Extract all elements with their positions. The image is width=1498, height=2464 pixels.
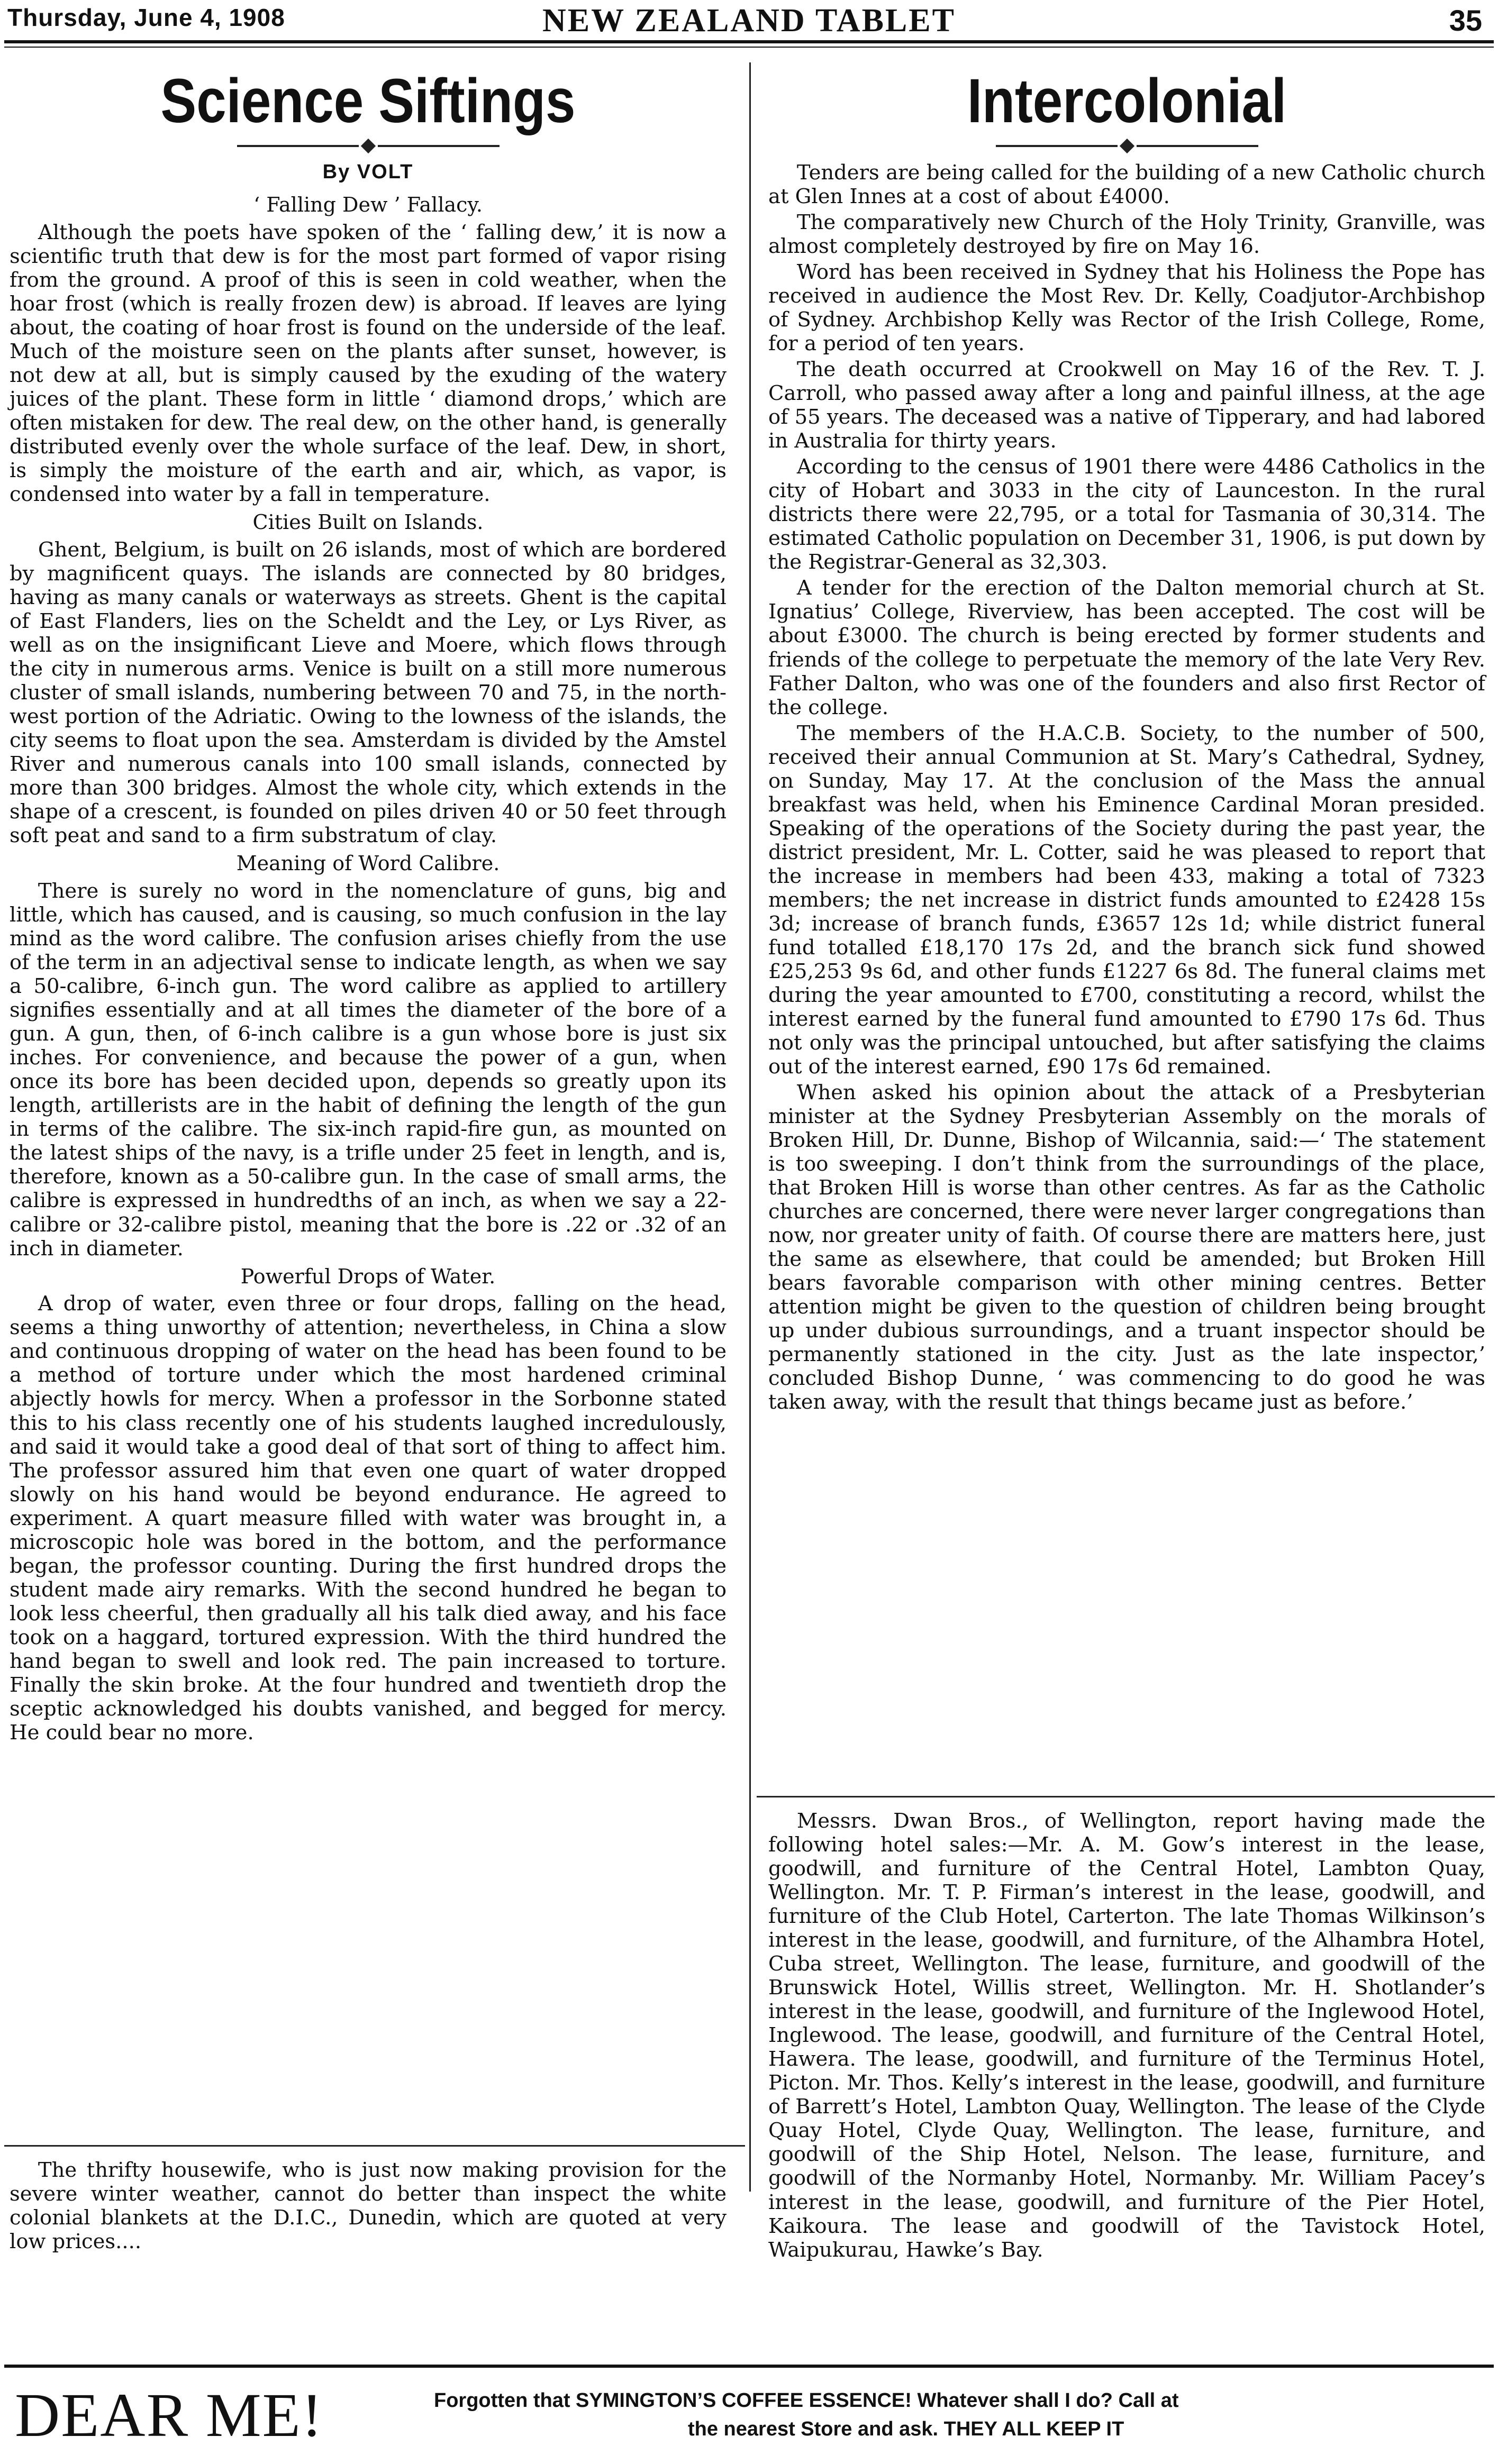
news-paragraph: The death occurred at Crookwell on May 16 of the Rev. T. J. Carroll, who passed away after a long and painful illness, at the age of 55 years. The deceased was a native of Tipperary, and had labored in Australia for thirty years. bbox=[768, 358, 1485, 453]
intercolonial-column bbox=[768, 66, 1485, 1417]
advert-rule bbox=[4, 2365, 1494, 2368]
diamond-ornament-icon bbox=[360, 139, 375, 153]
dic-notice bbox=[10, 2158, 727, 2256]
masthead-rule-thin bbox=[4, 47, 1494, 48]
news-paragraph: When asked his opinion about the attack of a Presbyterian minister at the Sydney Presbyterian Assembly on the morals of Broken Hill, Dr. Dunne, Bishop of Wilcannia, said:—‘ The statement is too sweeping. I don’t think from the surroundings of the place, that Broken Hill is worse than other centres. As far as the Catholic churches are concerned, there were never larger congregations than now, nor greater unity of faith. Of course there are matters here, just the same as elsewhere, that could be amended; but Broken Hill bears favorable comparison with other mining centres. Better attention might be given to the question of children being brought up under dubious surroundings, and a truant inspector should be permanently stationed in the city. Just as the late inspector,’ concluded Bishop Dunne, ‘ was commencing to do good he was taken away, with the result that things became just as before.’ bbox=[768, 1081, 1485, 1414]
science-siftings-column bbox=[10, 66, 727, 1747]
page-number: 35 bbox=[1449, 4, 1482, 37]
news-paragraph: Tenders are being called for the building of a new Catholic church at Glen Innes at a cost of about £4000. bbox=[768, 160, 1485, 208]
left-notice-rule bbox=[4, 2145, 745, 2147]
news-paragraph: The comparatively new Church of the Holy Trinity, Granville, was almost completely destroyed by fire on May 16. bbox=[768, 210, 1485, 258]
hotel-sales-notice bbox=[768, 1809, 1485, 2264]
article-paragraph: A drop of water, even three or four drops, falling on the head, seems a thing unworthy of attention; nevertheless, in China a slow and continuous dropping of water on the head has been found to be a method of torture under which the most hardened criminal abjectly howls for mercy. When a professor in the Sorbonne stated this to his class recently one of his students laughed incredulously, and said it would take a good deal of that sort of thing to affect him. The professor assured him that even one quart of water dropped slowly on his hand would be beyond endurance. He agreed to experiment. A quart measure filled with water was brought in, a microscopic hole was bored in the bottom, and the performance began, the professor counting. During the first hundred drops the student made airy remarks. With the second hundred he began to look less cheerful, then gradually all his talk died away, and his face took on a haggard, tortured expression. With the third hundred the hand began to swell and look red. The pain increased to torture. Finally the skin broke. At the four hundred and twentieth drop the sceptic acknowledged his doubts vanished, and begged for mercy. He could bear no more. bbox=[10, 1292, 727, 1745]
subhead-drops-of-water: Powerful Drops of Water. bbox=[240, 1264, 496, 1288]
news-paragraph: The members of the H.A.C.B. Society, to the number of 500, received their annual Communion at St. Mary’s Cathedral, Sydney, on Sunday, May 17. At the conclusion of the Mass the annual breakfast was held, when his Eminence Cardinal Moran presided. Speaking of the operations of the Society during the past year, the district president, Mr. L. Cotter, said he was pleased to report that the increase in members had been 433, making a total of 7323 members; the net increase in district funds amounted to £2428 15s 3d; increase of branch funds, £3657 12s 1d; while district funeral fund totalled £18,170 17s 2d, and the branch sick fund showed £25,253 9s 6d, and other funds £1227 6s 8d. The funeral claims met during the year amounted to £700, constituting a record, whilst the interest earned by the funeral fund amounted to £790 17s 6d. Thus not only was the principal untouched, but after satisfying the claims out of the interest earned, £90 17s 6d remained. bbox=[768, 721, 1485, 1079]
masthead bbox=[0, 0, 1498, 42]
ornament-divider bbox=[768, 141, 1485, 151]
subhead-cities-islands: Cities Built on Islands. bbox=[252, 510, 484, 534]
notice-paragraph: The thrifty housewife, who is just now making provision for the severe winter weather, cannot do better than inspect the white colonial blankets at the D.I.C., Dunedin, which are quoted at very low prices.... bbox=[10, 2158, 727, 2254]
notice-paragraph: Messrs. Dwan Bros., of Wellington, report having made the following hotel sales:—Mr. A. M. Gow’s interest in the lease, goodwill, and furniture of the Central Hotel, Lambton Quay, Wellington. Mr. T. P. Firman’s interest in the lease, goodwill, and furniture of the Club Hotel, Carterton. The late Thomas Wilkinson’s interest in the lease, goodwill, and furniture, of the Alhambra Hotel, Cuba street, Wellington. The lease, furniture, and goodwill of the Brunswick Hotel, Willis street, Wellington. Mr. H. Shotlander’s interest in the lease, goodwill, and furniture of the Inglewood Hotel, Inglewood. The lease, goodwill, and furniture of the Central Hotel, Hawera. The lease, goodwill, and furniture of the Terminus Hotel, Picton. Mr. Thos. Kelly’s interest in the lease, goodwill, and furniture of Barrett’s Hotel, Lambton Quay, Wellington. The lease of the Clyde Quay Hotel, Clyde Quay, Wellington. The lease, furniture, and goodwill of the Ship Hotel, Nelson. The lease, furniture, and goodwill of the Normanby Hotel, Normanby. Mr. William Pacey’s interest in the lease, goodwill, and furniture of the Pier Hotel, Kaikoura. The lease and goodwill of the Tavistock Hotel, Waipukurau, Hawke’s Bay. bbox=[768, 1809, 1485, 2262]
news-paragraph: According to the census of 1901 there were 4486 Catholics in the city of Hobart and 3033 in the city of Launceston. In the rural districts there were 22,795, or a total for Tasmania of 30,314. The estimated Catholic population on December 31, 1906, is put down by the Registrar-General as 32,303. bbox=[768, 455, 1485, 574]
article-paragraph: Although the poets have spoken of the ‘ falling dew,’ it is now a scientific truth that dew is for the most part formed of vapor rising from the ground. A proof of this is seen in cold weather, when the hoar frost (which is really frozen dew) is abroad. If leaves are lying about, the coating of hoar frost is found on the underside of the leaf. Much of the moisture seen on the plants after sunset, however, is not dew at all, but is simply caused by the exuding of the watery juices of the plant. These form in little ‘ diamond drops,’ which are often mistaken for dew. The real dew, on the other hand, is generally distributed evenly over the whole surface of the leaf. Dew, in short, is simply the moisture of the earth and air, which, as vapor, is condensed into water by a fall in temperature. bbox=[10, 220, 727, 507]
byline: By VOLT bbox=[322, 160, 414, 183]
issue-date: Thursday, June 4, 1908 bbox=[7, 4, 285, 31]
article-paragraph: Ghent, Belgium, is built on 26 islands, most of which are bordered by magnificent quays. The islands are connected by 80 bridges, having as many canals or waterways as streets. Ghent is the capital of East Flanders, lies on the Scheldt and the Ley, or Lys River, as well as on the insignificant Lieve and Moere, which flows through the city in numerous arms. Venice is built on a still more numerous cluster of small islands, numbering between 70 and 75, in the north-west portion of the Adriatic. Owing to the lowness of the islands, the city seems to float upon the sea. Amsterdam is divided by the Amstel River and numerous canals into 100 small islands, connected by more than 300 bridges. Almost the whole city, which extends in the shape of a crescent, is founded on piles driven 40 or 50 feet through soft peat and sand to a firm substratum of clay. bbox=[10, 537, 727, 848]
advert-text-line-2: the nearest Store and ask. THEY ALL KEEP IT bbox=[688, 2418, 1124, 2440]
article-paragraph: There is surely no word in the nomenclature of guns, big and little, which has caused, and is causing, so much confusion in the lay mind as the word calibre. The confusion arises chiefly from the use of the term in an adjectival sense to indicate length, as when we say a 50-calibre, 6-inch gun. The word calibre as applied to artillery signifies essentially and at all times the diameter of the bore of a gun. A gun, then, of 6-inch calibre is a gun whose bore is just six inches. For convenience, and because the power of a gun, when once its bore has been decided upon, depends so greatly upon its length, artillerists are in the habit of defining the length of the gun in terms of the calibre. The six-inch rapid-fire gun, as mounted on the latest ships of the navy, is a trifle under 25 feet in length, and is, therefore, known as a 50-calibre gun. In the case of small arms, the calibre is expressed in hundredths of an inch, as when we say a 22-calibre or 32-calibre pistol, meaning that the bore is .22 or .32 of an inch in diameter. bbox=[10, 879, 727, 1261]
advert-headline: DEAR ME! bbox=[15, 2380, 324, 2450]
ornament-divider bbox=[10, 141, 727, 151]
column-divider bbox=[749, 62, 751, 2192]
section-heading-science-siftings: Science Siftings bbox=[160, 66, 576, 136]
news-paragraph: Word has been received in Sydney that his Holiness the Pope has received in audience the Most Rev. Dr. Kelly, Coadjutor-Archbishop of Sydney. Archbishop Kelly was Rector of the Irish College, Rome, for a period of ten years. bbox=[768, 260, 1485, 356]
section-heading-intercolonial: Intercolonial bbox=[967, 66, 1287, 136]
masthead-rule bbox=[4, 40, 1494, 43]
advert-text-line-1: Forgotten that SYMINGTON’S COFFEE ESSENCE! Whatever shall I do? Call at bbox=[434, 2389, 1179, 2412]
right-notice-rule bbox=[757, 1796, 1495, 1797]
subhead-falling-dew: ‘ Falling Dew ’ Fallacy. bbox=[253, 193, 483, 216]
subhead-word-calibre: Meaning of Word Calibre. bbox=[236, 852, 500, 875]
symington-advert bbox=[0, 2372, 1498, 2462]
diamond-ornament-icon bbox=[1119, 139, 1134, 153]
news-paragraph: A tender for the erection of the Dalton memorial church at St. Ignatius’ College, Riverview, has been accepted. The cost will be about £3000. The church is being erected by former students and friends of the college to perpetuate the memory of the late Very Rev. Father Dalton, who was one of the founders and also first Rector of the college. bbox=[768, 576, 1485, 719]
newspaper-title: NEW ZEALAND TABLET bbox=[542, 3, 956, 39]
